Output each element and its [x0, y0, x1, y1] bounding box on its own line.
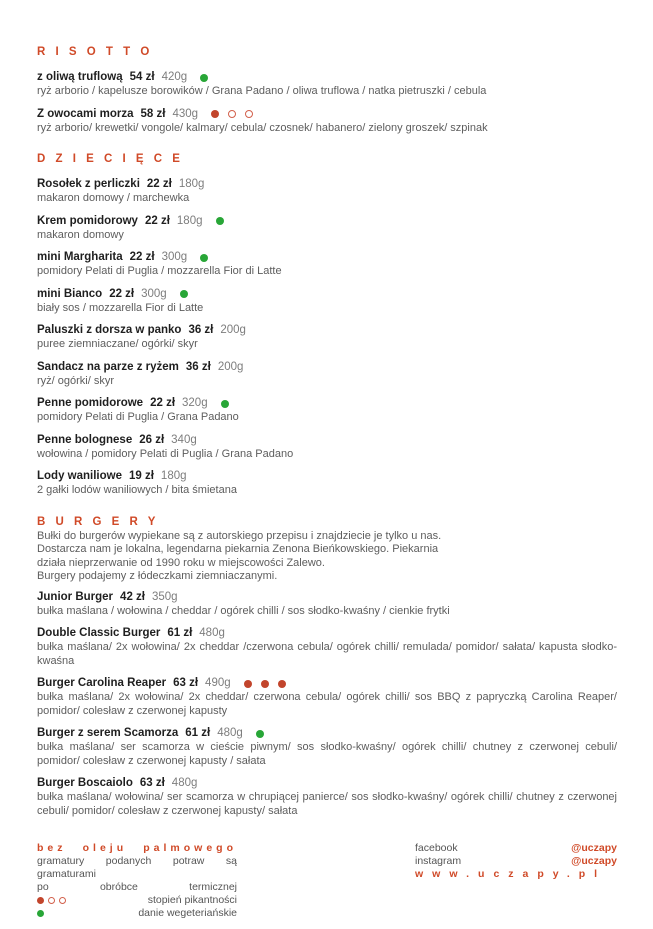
menu-item	[37, 178, 617, 206]
facebook-handle[interactable]: @uczapy	[571, 842, 617, 854]
item-price: 54 zł	[129, 71, 155, 83]
item-price: 19 zł	[128, 470, 154, 482]
item-weight: 320g	[182, 397, 208, 409]
spiciness-dot-icon	[261, 680, 269, 688]
item-title-line	[37, 108, 617, 121]
item-title-line	[37, 591, 617, 604]
item-price: 22 zł	[146, 178, 172, 190]
spiciness-dot-icon	[244, 680, 252, 688]
vegetarian-dot-icon	[221, 400, 229, 408]
grammage-note-line2: po obróbce termicznej	[37, 881, 237, 893]
spiciness-label: stopień pikantności	[147, 894, 237, 906]
vegetarian-dot-icon	[180, 290, 188, 298]
item-title-line	[37, 727, 617, 740]
item-weight: 300g	[141, 287, 167, 300]
spiciness-dot-icon	[228, 110, 236, 118]
vegetarian-dot-icon	[200, 254, 208, 262]
item-weight: 180g	[160, 470, 187, 482]
item-price: 61 zł	[167, 627, 193, 639]
item-price: 63 zł	[173, 677, 199, 689]
item-name: Sandacz na parze z ryżem	[37, 360, 179, 373]
item-dots	[200, 254, 208, 262]
grammage-note-line1: gramatury podanych potraw są gramaturami	[37, 855, 237, 880]
item-weight: 200g	[220, 324, 246, 336]
item-name: Krem pomidorowy	[37, 214, 138, 227]
palm-oil-free-note: bez oleju palmowego	[37, 842, 237, 854]
vegetarian-dot-icon	[256, 730, 264, 738]
vegetarian-dot-icon	[37, 910, 44, 917]
facebook-label: facebook	[415, 842, 458, 854]
item-description: pomidory Pelati di Puglia / mozzarella Fior di Latte	[37, 265, 282, 277]
vegetarian-legend	[37, 907, 237, 920]
item-name: Lody waniliowe	[37, 470, 122, 482]
menu-item	[37, 71, 617, 99]
section-intro-line: działa nieprzerwanie od 1990 roku w miejscowości Zalewo.	[37, 556, 325, 569]
item-description: makaron domowy	[37, 228, 124, 241]
section-heading: D Z I E C I Ę C E	[37, 153, 184, 165]
footer-social	[415, 842, 617, 920]
item-price: 22 zł	[129, 251, 155, 263]
spiciness-dot-icon	[211, 110, 219, 118]
menu-item	[37, 108, 617, 136]
item-title-line	[37, 627, 617, 640]
item-name: z oliwą truflową	[37, 71, 123, 83]
spiciness-dot-icon	[278, 680, 286, 688]
item-dots	[180, 290, 188, 298]
item-weight: 180g	[178, 178, 205, 190]
item-title-line	[37, 397, 617, 410]
vegetarian-dot-icon	[216, 217, 224, 225]
item-weight: 480g	[217, 727, 243, 739]
menu-section-risotto	[37, 46, 617, 135]
menu-sections	[37, 46, 617, 818]
item-name: Burger z serem Scamorza	[37, 727, 179, 739]
item-weight: 180g	[176, 214, 203, 227]
menu-item	[37, 361, 617, 389]
item-description: biały sos / mozzarella Fior di Latte	[37, 301, 204, 314]
item-price: 42 zł	[120, 590, 145, 603]
item-name: Penne bolognese	[37, 433, 133, 446]
item-dots	[256, 730, 264, 738]
item-price: 58 zł	[140, 107, 166, 120]
instagram-row	[415, 855, 617, 868]
item-description: wołowina / pomidory Pelati di Puglia / Grana Padano	[37, 447, 294, 460]
item-weight: 490g	[205, 677, 231, 689]
item-title-line	[37, 71, 617, 84]
spiciness-dot-icon	[245, 110, 253, 118]
item-title-line	[37, 777, 617, 790]
item-weight: 430g	[172, 107, 199, 120]
item-description: pomidory Pelati di Puglia / Grana Padano	[37, 411, 239, 423]
item-weight: 480g	[199, 627, 225, 639]
section-intro-line: Bułki do burgerów wypiekane są z autorskiego przepisu i znajdziecie je tylko u nas.	[37, 529, 442, 542]
item-name: Junior Burger	[37, 590, 114, 603]
item-name: Burger Boscaiolo	[37, 777, 133, 789]
item-description: puree ziemniaczane/ ogórki/ skyr	[37, 338, 198, 350]
item-description: bułka maślana/ ser scamorza w cieście piwnym/ sos słodko-kwaśny/ ogórek chilli/ chutney z czerwonej cebuli/ pomidor/ colesław z czerwonej kapusty / sałata	[37, 741, 617, 767]
section-intro	[37, 530, 617, 584]
item-dots	[221, 400, 229, 408]
item-name: mini Margharita	[37, 251, 123, 263]
facebook-row	[415, 842, 617, 855]
section-heading: R I S O T T O	[37, 46, 153, 58]
item-dots	[200, 74, 208, 82]
item-name: Burger Carolina Reaper	[37, 677, 167, 689]
vegetarian-dot-icon	[200, 74, 208, 82]
menu-item	[37, 397, 617, 425]
item-name: Rosołek z perliczki	[37, 178, 140, 190]
item-description: 2 gałki lodów waniliowych / bita śmietana	[37, 484, 237, 496]
item-dots	[216, 217, 224, 225]
item-title-line	[37, 677, 617, 690]
footer-legend	[37, 842, 237, 920]
item-price: 36 zł	[185, 360, 211, 373]
item-price: 36 zł	[188, 324, 214, 336]
menu-item	[37, 288, 617, 316]
menu-item	[37, 727, 617, 768]
item-name: Double Classic Burger	[37, 627, 161, 639]
item-title-line	[37, 324, 617, 337]
item-description: bułka maślana / wołowina / cheddar / ogórek chilli / sos słodko-kwaśny / cienkie frytki	[37, 604, 450, 617]
menu-item	[37, 215, 617, 243]
item-description: bułka maślana/ 2x wołowina/ 2x cheddar /czerwona cebula/ ogórek chilli/ remulada/ pomidor/ sałata/ kapusta słodko-kwaśna	[37, 641, 617, 667]
item-name: Paluszki z dorsza w panko	[37, 324, 182, 336]
item-title-line	[37, 288, 617, 301]
item-weight: 350g	[151, 590, 178, 603]
footer	[37, 842, 617, 920]
item-description: ryż/ ogórki/ skyr	[37, 374, 115, 387]
item-description: ryż arborio/ krewetki/ vongole/ kalmary/ cebula/ czosnek/ habanero/ zielony groszek/ szpinak	[37, 121, 488, 134]
menu-item	[37, 677, 617, 718]
vegetarian-dot-icon	[37, 910, 44, 917]
menu-item	[37, 434, 617, 462]
item-title-line	[37, 178, 617, 191]
item-weight: 480g	[171, 777, 198, 789]
item-title-line	[37, 361, 617, 374]
item-price: 26 zł	[139, 433, 165, 446]
instagram-label: instagram	[415, 855, 462, 867]
spiciness-legend	[37, 894, 237, 907]
item-price: 22 zł	[150, 397, 176, 409]
menu-item	[37, 470, 617, 498]
instagram-handle[interactable]: @uczapy	[571, 855, 617, 867]
menu-item	[37, 591, 617, 619]
item-title-line	[37, 470, 617, 483]
section-heading: B U R G E R Y	[37, 515, 159, 528]
item-price: 61 zł	[185, 727, 211, 739]
menu-item	[37, 324, 617, 352]
spiciness-dots-icon	[37, 897, 66, 904]
item-description: ryż arborio / kapelusze borowików / Grana Padano / oliwa truflowa / natka pietruszki / cebula	[37, 85, 487, 97]
vegetarian-label: danie wegeteriańskie	[138, 907, 237, 919]
menu-item	[37, 777, 617, 818]
item-name: Penne pomidorowe	[37, 397, 144, 409]
item-dots	[211, 110, 253, 118]
section-intro-line: Dostarcza nam je lokalna, legendarna piekarnia Zenona Bieńkowskiego. Piekarnia	[37, 543, 439, 555]
item-description: makaron domowy / marchewka	[37, 192, 190, 204]
item-name: mini Bianco	[37, 287, 103, 300]
menu-section-dzieciece	[37, 153, 617, 498]
item-description: bułka maślana/ wołowina/ ser scamorza w chrupiącej panierce/ sos słodko-kwaśny/ ogórek chilli/ chutney z czerwonej cebuli/ pomidor/ colesław z czerwonej kapusty/ sałata	[37, 791, 617, 817]
item-title-line	[37, 215, 617, 228]
item-weight: 420g	[161, 71, 188, 83]
item-title-line	[37, 251, 617, 264]
spiciness-dot-icon	[59, 897, 66, 904]
item-weight: 200g	[217, 360, 244, 373]
spiciness-dot-icon	[48, 897, 55, 904]
item-price: 22 zł	[144, 214, 170, 227]
menu-item	[37, 251, 617, 279]
item-price: 22 zł	[109, 287, 135, 300]
item-weight: 340g	[171, 433, 197, 446]
menu-item	[37, 627, 617, 668]
spiciness-dot-icon	[37, 897, 44, 904]
item-name: Z owocami morza	[37, 107, 134, 120]
item-dots	[244, 680, 286, 688]
section-intro-line: Burgery podajemy z łódeczkami ziemniaczanymi.	[37, 570, 278, 582]
item-price: 63 zł	[139, 777, 165, 789]
website-url[interactable]: www.uczapy.pl	[415, 868, 607, 880]
item-title-line	[37, 434, 617, 447]
item-weight: 300g	[161, 251, 188, 263]
menu-section-burgery	[37, 516, 617, 819]
item-description: bułka maślana/ 2x wołowina/ 2x cheddar/ czerwona cebula/ ogórek chilli/ sos BBQ z papryczką Carolina Reaper/ pomidor/ colesław z czerwonej kapusty	[37, 691, 617, 717]
